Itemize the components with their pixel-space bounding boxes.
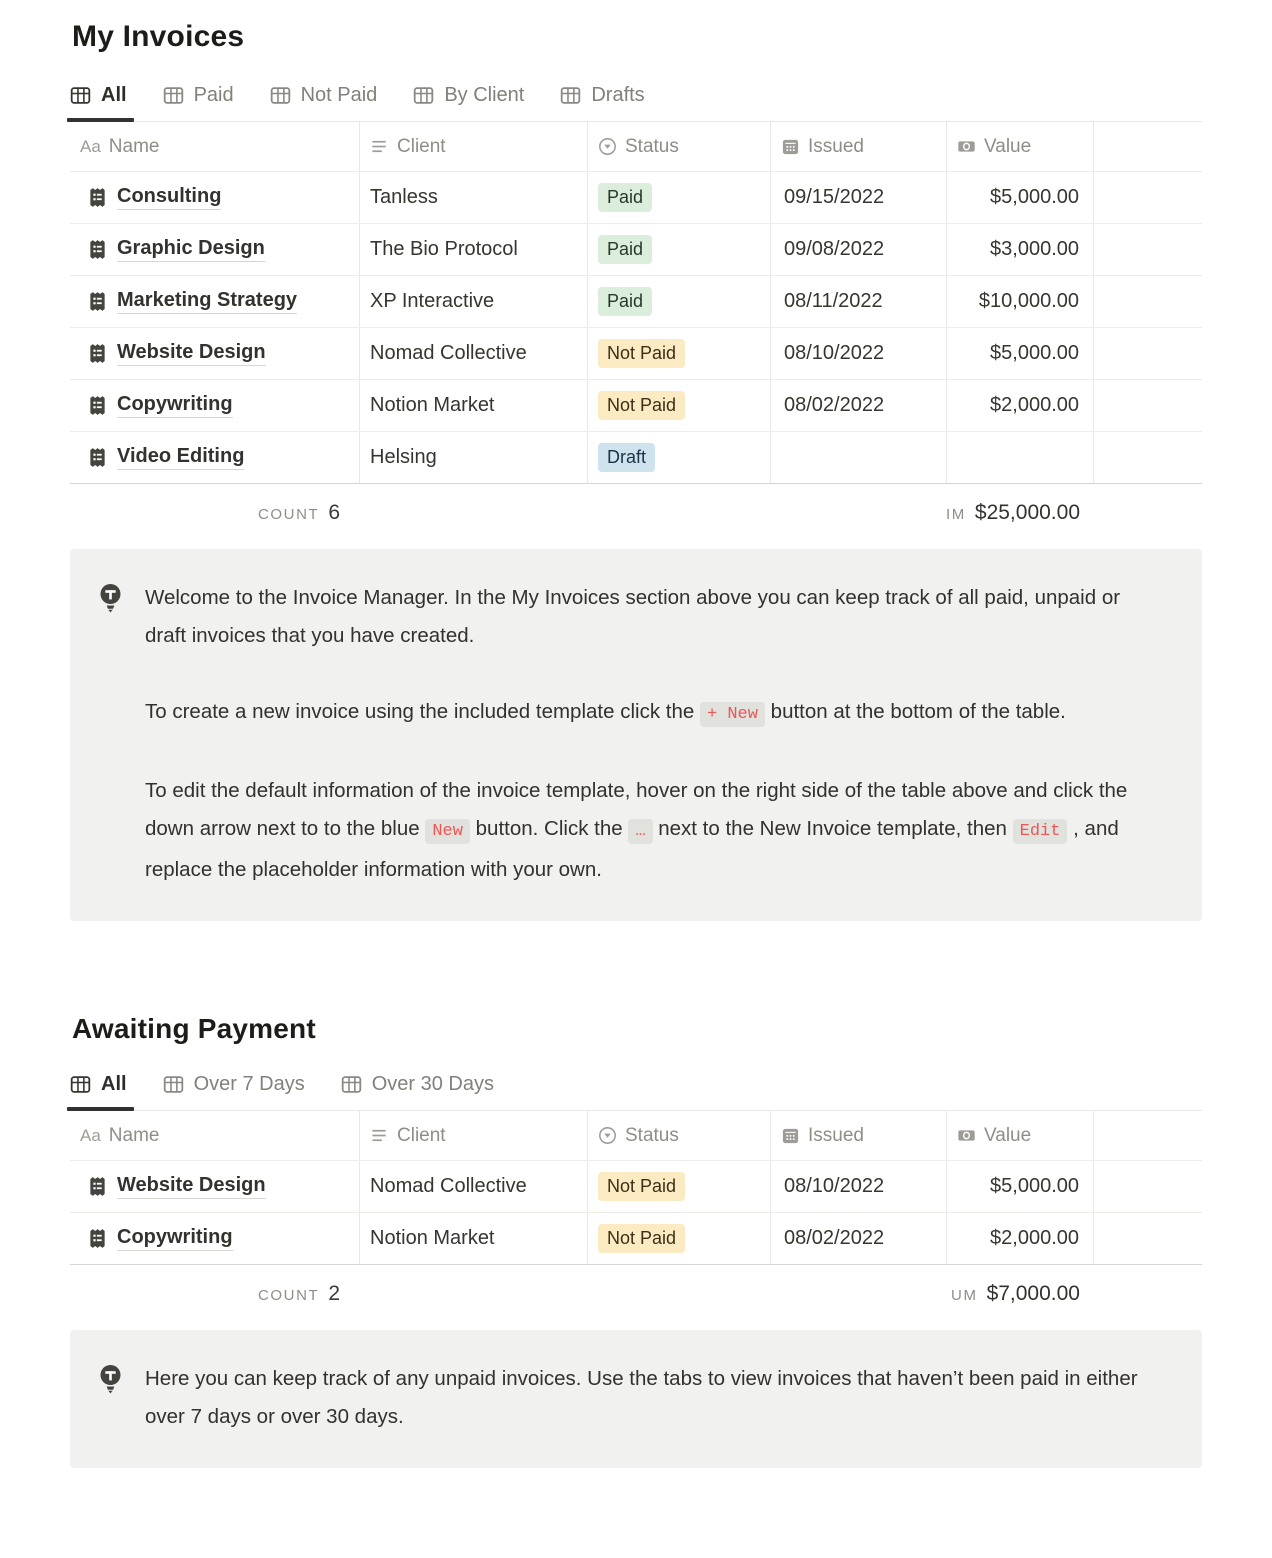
cell-client[interactable]: Nomad Collective <box>360 1161 588 1212</box>
cell-spacer <box>1094 432 1202 483</box>
column-header-name[interactable] <box>70 1111 360 1160</box>
section-title-awaiting-payment: Awaiting Payment <box>72 1013 316 1044</box>
sum-label: UM <box>951 1286 978 1304</box>
tab-label: By Client <box>444 84 525 106</box>
cell-value[interactable] <box>947 432 1094 483</box>
sum-value: $25,000.00 <box>974 500 1080 524</box>
cell-spacer <box>1094 224 1202 275</box>
date-property-icon <box>781 1126 800 1145</box>
cell-status[interactable] <box>588 432 771 483</box>
tab-paid[interactable] <box>163 84 234 107</box>
cell-status[interactable] <box>588 328 771 379</box>
cell-client[interactable]: The Bio Protocol <box>360 224 588 275</box>
cell-spacer <box>1094 380 1202 431</box>
table-row <box>70 172 1202 224</box>
cell-status[interactable] <box>588 172 771 223</box>
invoices-table-footer <box>70 484 1202 541</box>
table-view-icon <box>70 1074 91 1095</box>
tab-label: Paid <box>193 84 234 106</box>
title-property-icon: Aa <box>80 136 101 156</box>
tab-not-paid[interactable] <box>270 84 378 107</box>
invoice-page-link[interactable]: Copywriting <box>117 1226 233 1251</box>
select-property-icon <box>598 137 617 156</box>
cell-spacer <box>1094 276 1202 327</box>
invoices-view-tabs <box>70 84 1202 121</box>
callout-paragraph: To edit the default information of the invoice template, hover on the right side of the table above and click the down arrow next to to the blue New button. Click the … next to the New Invoice template, then Edit , and replace the placeholder information with your own. <box>145 779 1128 881</box>
status-badge: Paid <box>598 183 652 212</box>
select-property-icon <box>598 1126 617 1145</box>
cell-name[interactable] <box>70 172 360 223</box>
receipt-icon <box>87 187 108 208</box>
column-header-issued[interactable] <box>771 122 947 171</box>
table-row <box>70 380 1202 432</box>
count-label: COUNT <box>257 505 320 523</box>
cell-value[interactable]: $3,000.00 <box>947 224 1094 275</box>
column-header-status[interactable] <box>588 1111 771 1160</box>
cell-spacer <box>1094 1213 1202 1264</box>
welcome-callout <box>70 549 1202 921</box>
status-badge: Not Paid <box>598 1224 685 1253</box>
receipt-icon <box>87 395 108 416</box>
table-row <box>70 1161 1202 1213</box>
invoice-page-link[interactable]: Copywriting <box>117 393 233 418</box>
invoice-page-link[interactable]: Website Design <box>117 1174 266 1199</box>
lightbulb-icon <box>98 583 123 615</box>
count-aggregate[interactable] <box>258 501 360 525</box>
table-view-icon <box>413 85 434 106</box>
lightbulb-icon <box>98 1364 123 1396</box>
column-label: Status <box>625 1124 679 1146</box>
cell-client[interactable]: Nomad Collective <box>360 328 588 379</box>
new-code: New <box>425 819 470 844</box>
tab-all[interactable] <box>70 84 127 107</box>
page-title: My Invoices <box>72 20 245 53</box>
invoices-table <box>70 121 1202 484</box>
receipt-icon <box>87 239 108 260</box>
text-property-icon <box>370 1126 389 1145</box>
table-row <box>70 1213 1202 1265</box>
column-label: Status <box>625 135 679 157</box>
count-aggregate[interactable] <box>258 1282 360 1306</box>
column-header-client[interactable] <box>360 122 588 171</box>
table-row <box>70 224 1202 276</box>
currency-property-icon <box>957 137 976 156</box>
cell-name[interactable] <box>70 276 360 327</box>
column-label: Issued <box>808 1124 864 1146</box>
column-header-name[interactable] <box>70 122 360 171</box>
tab-label: Over 7 Days <box>193 1073 305 1095</box>
table-row <box>70 276 1202 328</box>
status-badge: Not Paid <box>598 391 685 420</box>
invoice-page-link[interactable]: Marketing Strategy <box>117 289 297 314</box>
table-view-icon <box>560 85 581 106</box>
table-header-row <box>70 1111 1202 1161</box>
cell-name[interactable] <box>70 328 360 379</box>
awaiting-callout <box>70 1330 1202 1468</box>
table-view-icon <box>163 85 184 106</box>
receipt-icon <box>87 1176 108 1197</box>
table-row <box>70 328 1202 380</box>
text-property-icon <box>370 137 389 156</box>
tab-label: Over 30 Days <box>371 1073 494 1095</box>
sum-aggregate[interactable] <box>951 1282 1094 1306</box>
column-label: Name <box>108 1124 160 1146</box>
column-label: Value <box>984 1124 1032 1146</box>
column-header-status[interactable] <box>588 122 771 171</box>
ellipsis-code: … <box>628 819 652 844</box>
tab-drafts[interactable] <box>560 84 644 107</box>
currency-property-icon <box>957 1126 976 1145</box>
count-label: COUNT <box>257 1286 320 1304</box>
cell-value[interactable]: $5,000.00 <box>947 328 1094 379</box>
cell-spacer <box>1094 172 1202 223</box>
count-value: 6 <box>328 500 340 524</box>
column-header-issued[interactable] <box>771 1111 947 1160</box>
cell-client[interactable]: XP Interactive <box>360 276 588 327</box>
invoice-page-link[interactable]: Website Design <box>117 341 266 366</box>
table-view-icon <box>341 1074 362 1095</box>
table-header-row <box>70 122 1202 172</box>
invoice-page-link[interactable]: Consulting <box>117 185 221 210</box>
cell-issued[interactable]: 09/15/2022 <box>771 172 947 223</box>
cell-status[interactable] <box>588 380 771 431</box>
tab-label: Drafts <box>591 84 645 106</box>
cell-status[interactable] <box>588 276 771 327</box>
cell-client[interactable]: Notion Market <box>360 380 588 431</box>
title-property-icon: Aa <box>80 1125 101 1145</box>
tab-label: All <box>101 1073 127 1095</box>
column-header-value[interactable] <box>947 122 1094 171</box>
date-property-icon <box>781 137 800 156</box>
status-badge: Draft <box>598 443 655 472</box>
cell-issued[interactable]: 09/08/2022 <box>771 224 947 275</box>
cell-spacer <box>1094 1161 1202 1212</box>
sum-aggregate[interactable] <box>946 501 1094 525</box>
cell-value[interactable]: $5,000.00 <box>947 172 1094 223</box>
tab-all[interactable] <box>70 1073 127 1096</box>
cell-issued[interactable]: 08/10/2022 <box>771 328 947 379</box>
table-view-icon <box>270 85 291 106</box>
column-header-spacer <box>1094 1111 1202 1160</box>
column-label: Name <box>108 135 160 157</box>
receipt-icon <box>87 447 108 468</box>
status-badge: Not Paid <box>598 1172 685 1201</box>
cell-issued[interactable]: 08/02/2022 <box>771 1213 947 1264</box>
callout-text <box>145 579 1152 889</box>
cell-value[interactable]: $2,000.00 <box>947 380 1094 431</box>
sum-value: $7,000.00 <box>986 1281 1080 1305</box>
cell-spacer <box>1094 328 1202 379</box>
table-row <box>70 432 1202 484</box>
tab-label: All <box>101 84 127 106</box>
invoice-page-link[interactable]: Graphic Design <box>117 237 265 262</box>
cell-issued[interactable]: 08/11/2022 <box>771 276 947 327</box>
column-header-value[interactable] <box>947 1111 1094 1160</box>
cell-issued[interactable] <box>771 432 947 483</box>
awaiting-table-footer <box>70 1265 1202 1322</box>
callout-paragraph: Here you can keep track of any unpaid invoices. Use the tabs to view invoices that haven’t been paid in either over 7 days or over 30 days. <box>145 1367 1138 1428</box>
tab-over-7-days[interactable] <box>163 1073 305 1096</box>
cell-name[interactable] <box>70 224 360 275</box>
cell-issued[interactable]: 08/10/2022 <box>771 1161 947 1212</box>
cell-value[interactable]: $10,000.00 <box>947 276 1094 327</box>
cell-status[interactable] <box>588 1161 771 1212</box>
callout-paragraph: Welcome to the Invoice Manager. In the My Invoices section above you can keep track of all paid, unpaid or draft invoices that you have created. <box>145 586 1121 647</box>
cell-client[interactable]: Notion Market <box>360 1213 588 1264</box>
receipt-icon <box>87 343 108 364</box>
cell-status[interactable] <box>588 1213 771 1264</box>
table-view-icon <box>70 85 91 106</box>
tab-label: Not Paid <box>300 84 378 106</box>
cell-status[interactable] <box>588 224 771 275</box>
tab-over-30-days[interactable] <box>341 1073 494 1096</box>
cell-name[interactable] <box>70 1213 360 1264</box>
cell-issued[interactable]: 08/02/2022 <box>771 380 947 431</box>
cell-client[interactable]: Tanless <box>360 172 588 223</box>
status-badge: Not Paid <box>598 339 685 368</box>
table-view-icon <box>163 1074 184 1095</box>
sum-label: IM <box>946 505 966 523</box>
cell-value[interactable]: $2,000.00 <box>947 1213 1094 1264</box>
column-label: Value <box>984 135 1032 157</box>
column-header-spacer <box>1094 122 1202 171</box>
status-badge: Paid <box>598 235 652 264</box>
edit-code: Edit <box>1013 819 1068 844</box>
status-badge: Paid <box>598 287 652 316</box>
count-value: 2 <box>328 1281 340 1305</box>
column-label: Issued <box>808 135 864 157</box>
column-header-client[interactable] <box>360 1111 588 1160</box>
new-button-code: + New <box>700 702 765 727</box>
invoice-page-link[interactable]: Video Editing <box>117 445 244 470</box>
tab-by-client[interactable] <box>413 84 524 107</box>
awaiting-table <box>70 1110 1202 1265</box>
callout-paragraph: To create a new invoice using the included template click the + New button at the bottom of the table. <box>145 693 1152 734</box>
receipt-icon <box>87 1228 108 1249</box>
callout-text <box>145 1360 1152 1436</box>
cell-client[interactable]: Helsing <box>360 432 588 483</box>
cell-name[interactable] <box>70 380 360 431</box>
cell-name[interactable] <box>70 432 360 483</box>
receipt-icon <box>87 291 108 312</box>
cell-name[interactable] <box>70 1161 360 1212</box>
awaiting-view-tabs <box>70 1073 1202 1110</box>
column-label: Client <box>397 1124 446 1146</box>
column-label: Client <box>397 135 446 157</box>
cell-value[interactable]: $5,000.00 <box>947 1161 1094 1212</box>
